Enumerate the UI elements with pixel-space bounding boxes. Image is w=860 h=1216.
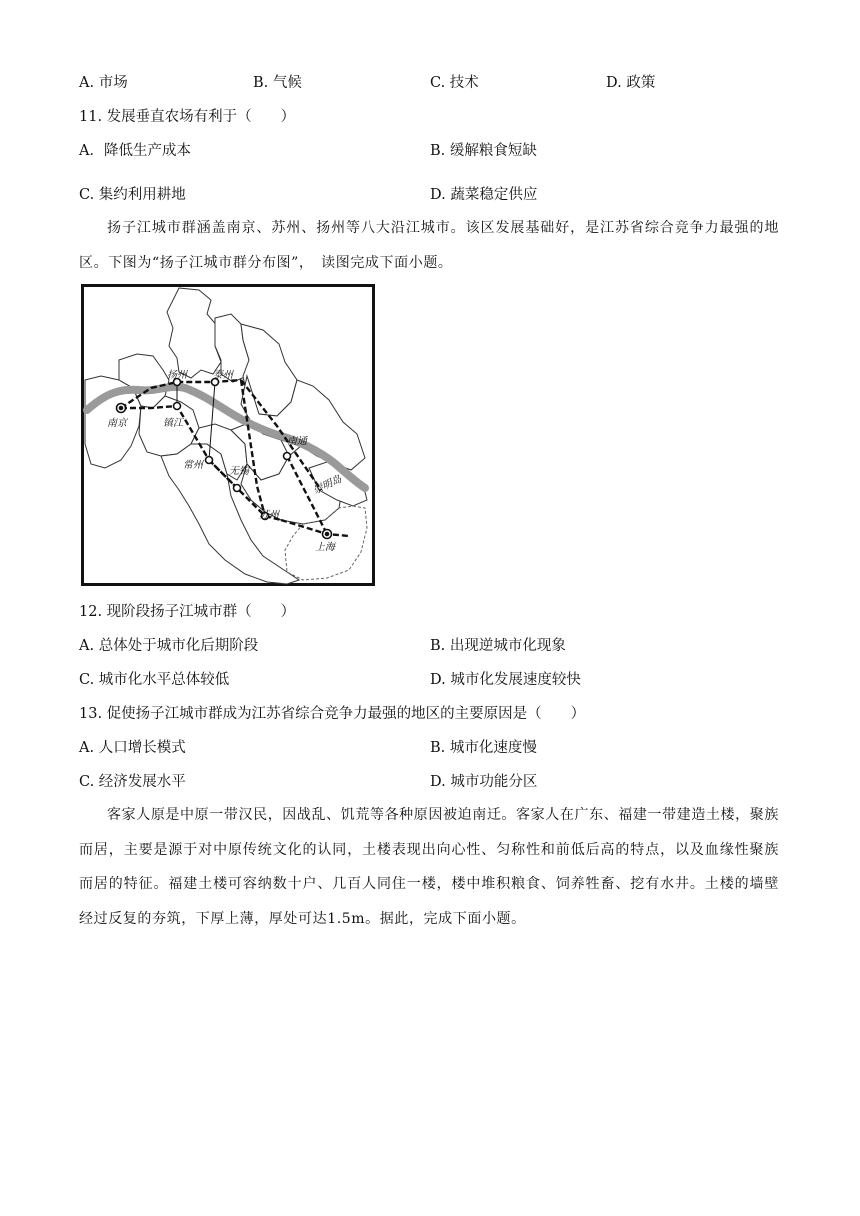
passage-yangtze (79, 211, 779, 280)
label-zhenjiang: 镇江 (163, 418, 183, 429)
label-nanjing: 南京 (107, 418, 127, 429)
label-shanghai: 上海 (315, 542, 335, 553)
marker-changzhou (206, 457, 213, 464)
q10-option-b: B. 气候 (253, 75, 302, 91)
q13-option-b: B. 城市化速度慢 (430, 740, 537, 756)
yangtze-city-cluster-map (81, 284, 375, 586)
q12-option-a: A. 总体处于城市化后期阶段 (79, 638, 259, 654)
q13-option-a: A. 人口增长模式 (79, 740, 186, 756)
q11-option-b: B. 缓解粮食短缺 (430, 143, 537, 159)
marker-wuxi (234, 485, 241, 492)
q13-option-c: C. 经济发展水平 (79, 774, 186, 790)
q11-option-d: D. 蔬菜稳定供应 (430, 187, 538, 203)
label-yangzhou: 扬州 (167, 370, 187, 381)
passage-yangtze-text: 扬子江城市群涵盖南京、苏州、扬州等八大沿江城市。该区发展基础好，是江苏省综合竞争力最强的地区。下图为“扬子江城市群分布图”， 读图完成下面小题。 (79, 220, 779, 271)
q11-option-c: C. 集约利用耕地 (79, 187, 186, 203)
q13-stem: 13. 促使扬子江城市群成为江苏省综合竞争力最强的地区的主要原因是（ ） (79, 706, 586, 722)
q11-stem: 11. 发展垂直农场有利于（ ） (79, 109, 296, 125)
label-chongming: 崇明岛 (311, 474, 344, 497)
label-wuxi: 无锡 (229, 466, 249, 477)
passage-hakka-text: 客家人原是中原一带汉民，因战乱、饥荒等各种原因被迫南迁。客家人在广东、福建一带建造土楼，聚族而居，主要是源于对中原传统文化的认同，土楼表现出向心性、匀称性和前低后高的特点，以及血缘性聚族而居的特征。福建土楼可容纳数十户、几百人同住一楼，楼中堆积粮食、饲养牲畜、挖有水井。土楼的墙壁经过反复的夯筑，下厚上薄，厚处可达1.5m。据此，完成下面小题。 (79, 807, 779, 927)
q10-option-d: D. 政策 (606, 75, 656, 91)
q11-option-a: A．降低生产成本 (79, 143, 191, 159)
q10-option-a: A. 市场 (79, 75, 128, 91)
marker-nantong (284, 453, 291, 460)
label-nantong: 南通 (287, 436, 307, 447)
label-suzhou: 苏州 (259, 510, 279, 521)
passage-hakka (79, 798, 779, 936)
q12-option-c: C. 城市化水平总体较低 (79, 672, 230, 688)
marker-zhenjiang (174, 403, 181, 410)
q12-stem: 12. 现阶段扬子江城市群（ ） (79, 604, 296, 620)
q12-option-d: D. 城市化发展速度较快 (430, 672, 581, 688)
q13-option-d: D. 城市功能分区 (430, 774, 538, 790)
label-changzhou: 常州 (183, 460, 203, 471)
label-taizhou: 泰州 (213, 370, 233, 381)
q12-option-b: B. 出现逆城市化现象 (430, 638, 566, 654)
q10-option-c: C. 技术 (430, 75, 479, 91)
